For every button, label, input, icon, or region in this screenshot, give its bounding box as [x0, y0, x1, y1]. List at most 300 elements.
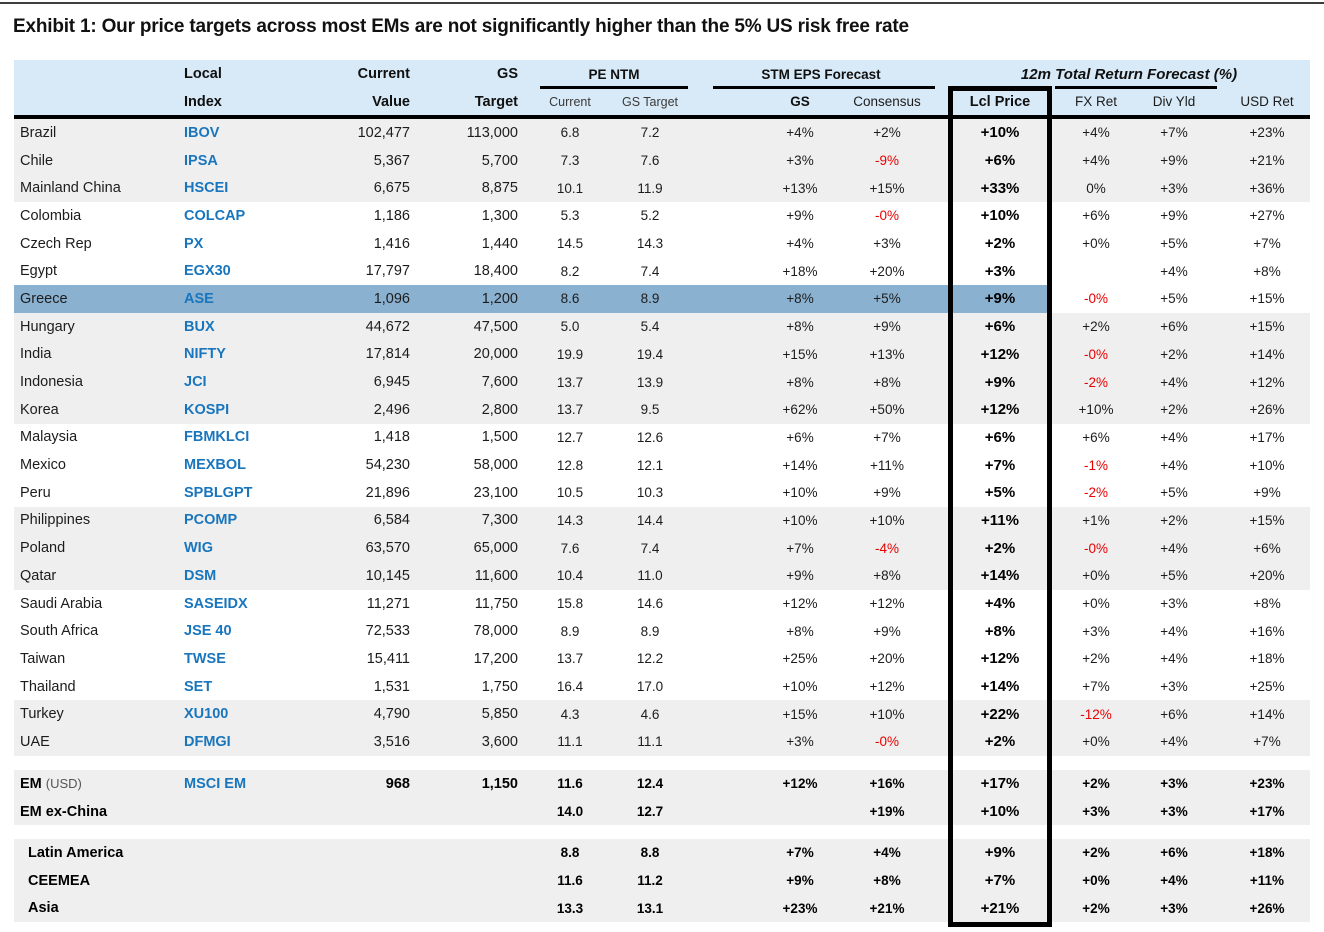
cell-eps-consensus: +20% — [869, 263, 905, 279]
cell-fx-ret: -2% — [1083, 374, 1108, 390]
cell-lcl-price: +2% — [984, 235, 1016, 253]
cell-eps-consensus: +9% — [873, 319, 901, 335]
cell-pe-current: 15.8 — [556, 596, 584, 612]
table-row — [14, 313, 1310, 341]
cell-pe-current: 8.6 — [534, 285, 606, 313]
cell-country: Qatar — [20, 567, 57, 584]
cell-lcl-price: +14% — [980, 567, 1020, 585]
cell-div-yld: +4% — [1160, 873, 1188, 889]
cell-div-yld: +6% — [1160, 319, 1188, 335]
cell-div-yld: +5% — [1160, 291, 1188, 307]
cell-fx-ret: -12% — [1080, 706, 1112, 722]
cell-index: ASE — [184, 285, 309, 313]
cell-eps-consensus: +15% — [869, 180, 905, 196]
cell-eps-gs: +10% — [782, 512, 818, 528]
cell-usd-ret: +12% — [1249, 374, 1285, 390]
cell-gs-target: 5,850 — [481, 706, 518, 723]
cell-div-yld: +2% — [1160, 402, 1188, 418]
cell-fx-ret: +2% — [1082, 845, 1110, 861]
cell-eps-consensus: +19% — [869, 804, 905, 820]
cell-gs-target: 1,150 — [481, 775, 518, 792]
col-group-12m-return: 12m Total Return Forecast (%) — [1020, 65, 1238, 83]
cell-index: JSE 40 — [184, 623, 232, 640]
cell-pe-current: 14.3 — [556, 512, 584, 528]
cell-current-value: 17,797 — [365, 263, 410, 280]
cell-country: CEEMEA — [28, 872, 91, 889]
cell-div-yld: +4% — [1160, 374, 1188, 390]
cell-lcl-price: +12% — [980, 650, 1020, 668]
cell-eps-consensus: +12% — [869, 596, 905, 612]
cell-eps-gs: +15% — [782, 706, 818, 722]
cell-country: EM (USD) — [20, 775, 82, 792]
cell-index — [184, 798, 309, 826]
table-row — [14, 479, 1310, 507]
cell-usd-ret: +15% — [1249, 291, 1285, 307]
cell-eps-gs: +12% — [782, 776, 818, 792]
col-fx-ret: FX Ret — [1074, 94, 1117, 109]
cell-gs-target: 18,400 — [473, 263, 518, 280]
cell-gs-target: 47,500 — [473, 318, 518, 335]
cell-usd-ret: +15% — [1249, 319, 1285, 335]
cell-current-value — [309, 867, 424, 895]
cell-eps-consensus: +11% — [870, 457, 904, 473]
cell-eps-consensus: +16% — [869, 776, 905, 792]
page-top-rule — [0, 2, 1324, 4]
col-group-current: Current — [357, 66, 410, 82]
cell-div-yld: +4% — [1160, 623, 1188, 639]
cell-pe-current: 12.8 — [556, 457, 584, 473]
cell-country: Indonesia — [20, 374, 83, 391]
table-row — [14, 285, 1310, 313]
cell-current-value: 63,570 — [365, 540, 410, 557]
cell-country: Philippines — [20, 512, 91, 529]
cell-pe-current: 5.0 — [560, 319, 580, 335]
table-row — [14, 590, 1310, 618]
cell-usd-ret: +15% — [1249, 512, 1285, 528]
cell-usd-ret: +16% — [1249, 623, 1285, 639]
cell-fx-ret: +3% — [1082, 804, 1110, 820]
cell-gs-target: 23,100 — [473, 484, 518, 501]
cell-usd-ret: +10% — [1249, 457, 1285, 473]
cell-current-value: 5,367 — [373, 152, 410, 169]
cell-pe-current: 13.3 — [556, 900, 584, 916]
cell-eps-consensus: +8% — [873, 374, 901, 390]
cell-eps-gs: +9% — [786, 873, 814, 889]
cell-eps-gs: +14% — [782, 457, 818, 473]
cell-country: Thailand — [20, 678, 76, 695]
cell-pe-gs-target: 14.4 — [636, 512, 664, 528]
cell-pe-gs-target: 12.6 — [636, 429, 664, 445]
cell-eps-consensus: -4% — [874, 540, 899, 556]
cell-lcl-price: +9% — [984, 844, 1016, 862]
table-row — [14, 507, 1310, 535]
cell-eps-gs: +6% — [786, 429, 814, 445]
cell-div-yld: +9% — [1160, 153, 1188, 169]
exhibit-title: Exhibit 1: Our price targets across most EMs are not significantly higher than the 5% US risk free rate — [13, 16, 909, 37]
cell-div-yld: +7% — [1160, 125, 1188, 141]
cell-eps-gs — [694, 798, 870, 826]
cell-usd-ret: +14% — [1249, 346, 1285, 362]
col-div-yld: Div Yld — [1152, 94, 1196, 109]
cell-gs-target: 1,500 — [481, 429, 518, 446]
cell-country: Malaysia — [20, 429, 78, 446]
cell-fx-ret: +6% — [1082, 429, 1110, 445]
cell-lcl-price: +6% — [984, 152, 1016, 170]
cell-pe-gs-target: 7.4 — [640, 263, 660, 279]
cell-eps-consensus: +9% — [873, 623, 901, 639]
cell-index: PCOMP — [184, 512, 238, 529]
cell-eps-consensus: +2% — [873, 125, 901, 141]
cell-gs-target — [424, 839, 534, 867]
cell-lcl-price: +17% — [980, 775, 1020, 793]
cell-lcl-price: +7% — [984, 456, 1016, 474]
cell-fx-ret: +2% — [1082, 651, 1110, 667]
cell-div-yld: +2% — [1160, 512, 1188, 528]
cell-country: Latin America — [28, 844, 124, 861]
cell-pe-gs-target: 4.6 — [640, 706, 660, 722]
cell-lcl-price: +7% — [984, 872, 1016, 890]
col-lcl-price: Lcl Price — [969, 93, 1031, 110]
table-row — [14, 617, 1310, 645]
cell-pe-current: 8.2 — [560, 263, 580, 279]
cell-current-value: 54,230 — [365, 457, 410, 474]
cell-lcl-price: +4% — [984, 595, 1016, 613]
table-row — [14, 728, 1310, 756]
cell-pe-gs-target: 10.3 — [636, 485, 664, 501]
cell-eps-gs: +7% — [786, 540, 814, 556]
cell-pe-current: 4.3 — [560, 706, 580, 722]
cell-usd-ret: +18% — [1249, 651, 1285, 667]
cell-index — [184, 867, 309, 895]
cell-eps-gs: +9% — [786, 208, 814, 224]
cell-div-yld: +3% — [1160, 596, 1188, 612]
header-group-row — [14, 60, 1310, 88]
cell-fx-ret: +2% — [1082, 319, 1110, 335]
cell-lcl-price: +11% — [981, 511, 1019, 529]
exhibit-table — [14, 60, 1310, 930]
cell-div-yld: +4% — [1160, 734, 1188, 750]
cell-current-value: 1,096 — [309, 285, 424, 313]
cell-fx-ret: +1% — [1082, 512, 1110, 528]
cell-lcl-price: +33% — [980, 179, 1020, 197]
cell-div-yld: +5% — [1160, 236, 1188, 252]
cell-eps-consensus: +5% — [870, 285, 948, 313]
table-row — [14, 202, 1310, 230]
cell-gs-target: 20,000 — [473, 346, 518, 363]
table-row — [14, 673, 1310, 701]
cell-fx-ret: -1% — [1083, 457, 1108, 473]
cell-index: PX — [184, 235, 204, 252]
cell-fx-ret: +6% — [1082, 208, 1110, 224]
col-index: Index — [184, 93, 222, 110]
col-group-local: Local — [184, 66, 222, 82]
cell-index: WIG — [184, 540, 213, 557]
cell-country: Poland — [20, 540, 66, 557]
cell-index: HSCEI — [184, 180, 229, 197]
cell-gs-target: 113,000 — [466, 124, 518, 141]
cell-index: BUX — [184, 318, 215, 335]
col-eps-gs: GS — [790, 94, 810, 109]
cell-index: TWSE — [184, 650, 226, 667]
cell-index: IPSA — [184, 152, 218, 169]
cell-current-value: 102,477 — [357, 124, 410, 141]
cell-country: Korea — [20, 401, 59, 418]
cell-eps-gs: +25% — [782, 651, 818, 667]
cell-fx-ret: -0% — [1083, 540, 1108, 556]
cell-index: XU100 — [184, 706, 229, 723]
table-row — [14, 894, 1310, 922]
header-spacer — [14, 60, 184, 88]
table-row — [14, 257, 1310, 285]
cell-index: DFMGI — [184, 733, 231, 750]
cell-country: Colombia — [20, 207, 82, 224]
cell-div-yld: +2% — [1160, 346, 1188, 362]
cell-usd-ret: +25% — [1249, 679, 1285, 695]
col-eps-consensus: Consensus — [853, 94, 921, 109]
cell-country: Chile — [20, 152, 54, 169]
cell-div-yld: +4% — [1160, 651, 1188, 667]
cell-fx-ret: +4% — [1082, 125, 1110, 141]
cell-lcl-price: +3% — [984, 262, 1016, 280]
cell-pe-current: 11.1 — [557, 734, 583, 750]
cell-eps-consensus: +50% — [869, 402, 905, 418]
cell-usd-ret: +21% — [1249, 153, 1285, 169]
cell-gs-target: 8,875 — [481, 180, 518, 197]
cell-pe-current: 7.3 — [560, 153, 580, 169]
cell-gs-target: 5,700 — [481, 152, 518, 169]
cell-eps-consensus: +20% — [869, 651, 905, 667]
cell-current-value: 10,145 — [365, 567, 410, 584]
cell-gs-target: 1,440 — [481, 235, 518, 252]
cell-pe-gs-target: 5.4 — [640, 319, 660, 335]
cell-country: Mainland China — [20, 180, 121, 197]
cell-pe-gs-target: 12.4 — [636, 776, 664, 792]
cell-pe-gs-target: 14.6 — [636, 596, 664, 612]
col-pe-gs-target: GS Target — [621, 94, 679, 109]
cell-div-yld: +3% — [1160, 804, 1188, 820]
stm-eps-underline — [713, 86, 935, 89]
cell-pe-gs-target: 8.9 — [640, 623, 660, 639]
cell-eps-gs: +3% — [786, 153, 814, 169]
cell-current-value — [309, 798, 424, 826]
cell-lcl-price: +5% — [984, 484, 1016, 502]
cell-current-value: 4,790 — [373, 706, 410, 723]
cell-lcl-price: +14% — [980, 678, 1020, 696]
table-row — [14, 147, 1310, 175]
cell-pe-current: 13.7 — [556, 374, 584, 390]
cell-lcl-price: +9% — [948, 285, 1052, 313]
cell-div-yld: +3% — [1160, 900, 1188, 916]
cell-current-value: 1,531 — [373, 678, 410, 695]
cell-country: Taiwan — [20, 650, 66, 667]
cell-eps-gs: +18% — [782, 263, 818, 279]
cell-country: Brazil — [20, 124, 57, 141]
table-row — [14, 396, 1310, 424]
cell-usd-ret: +7% — [1253, 236, 1281, 252]
cell-pe-gs-target: 13.1 — [636, 900, 664, 916]
cell-usd-ret: +6% — [1253, 540, 1281, 556]
cell-pe-current: 12.7 — [556, 429, 584, 445]
cell-lcl-price: +12% — [980, 345, 1020, 363]
cell-fx-ret: +0% — [1082, 596, 1110, 612]
cell-fx-ret: -0% — [1083, 291, 1108, 307]
cell-eps-consensus: +7% — [873, 429, 901, 445]
col-group-pe-ntm: PE NTM — [588, 66, 640, 82]
cell-gs-target: 11,750 — [474, 595, 518, 612]
cell-country: India — [20, 346, 52, 363]
cell-lcl-price: +10% — [980, 124, 1020, 142]
cell-eps-gs: +8% — [786, 623, 814, 639]
table-row — [14, 700, 1310, 728]
cell-eps-gs: +15% — [782, 346, 818, 362]
cell-index: NIFTY — [184, 346, 226, 363]
cell-fx-ret: +0% — [1082, 568, 1110, 584]
cell-eps-gs: +13% — [782, 180, 818, 196]
cell-index: EGX30 — [184, 263, 231, 280]
cell-fx-ret: 0% — [1086, 180, 1106, 196]
cell-eps-gs: +4% — [786, 125, 814, 141]
cell-usd-ret: +36% — [1249, 180, 1285, 196]
cell-eps-consensus: +4% — [873, 845, 901, 861]
cell-gs-target: 1,200 — [424, 285, 534, 313]
cell-pe-gs-target: 11.1 — [637, 734, 663, 750]
cell-gs-target: 1,750 — [481, 678, 518, 695]
table-row — [14, 839, 1310, 867]
table-row — [14, 174, 1310, 202]
cell-eps-consensus: +10% — [869, 512, 905, 528]
table-row — [14, 770, 1310, 798]
col-current-value: Value — [372, 93, 410, 110]
cell-index: SET — [184, 678, 213, 695]
cell-pe-gs-target: 8.8 — [640, 845, 660, 861]
cell-fx-ret: +2% — [1082, 900, 1110, 916]
cell-pe-current: 8.9 — [560, 623, 580, 639]
cell-country: EM ex-China — [20, 803, 108, 820]
cell-current-value — [309, 894, 424, 922]
cell-pe-current: 5.3 — [560, 208, 580, 224]
cell-current-value: 1,186 — [373, 207, 410, 224]
cell-pe-gs-target: 8.9 — [606, 285, 694, 313]
cell-gs-target: 1,300 — [481, 207, 518, 224]
cell-index: MEXBOL — [184, 457, 247, 474]
cell-pe-current: 11.6 — [557, 873, 583, 889]
cell-div-yld: +6% — [1160, 845, 1188, 861]
cell-eps-consensus: +3% — [873, 236, 901, 252]
cell-pe-current: 19.9 — [556, 346, 584, 362]
cell-fx-ret: +10% — [1078, 402, 1114, 418]
cell-current-value: 6,945 — [373, 374, 410, 391]
cell-div-yld: +5% — [1160, 485, 1188, 501]
cell-pe-gs-target: 7.4 — [640, 540, 660, 556]
12m-return-underline — [1055, 86, 1217, 89]
col-usd-ret: USD Ret — [1240, 94, 1294, 109]
cell-pe-gs-target: 12.2 — [636, 651, 664, 667]
table-row — [14, 119, 1310, 147]
cell-div-yld: +6% — [1160, 706, 1188, 722]
cell-eps-gs: +8% — [786, 374, 814, 390]
cell-gs-target: 3,600 — [481, 733, 518, 750]
cell-pe-gs-target: 19.4 — [636, 346, 664, 362]
header-sub-row — [14, 88, 1310, 115]
cell-usd-ret: +11% — [1249, 873, 1285, 889]
cell-fx-ret — [1052, 257, 1140, 285]
cell-index: MSCI EM — [184, 775, 247, 792]
cell-index — [184, 894, 309, 922]
cell-eps-consensus: +9% — [873, 485, 901, 501]
cell-current-value: 6,584 — [373, 512, 410, 529]
table-row — [14, 368, 1310, 396]
table-row — [14, 645, 1310, 673]
country-rows — [14, 119, 1310, 756]
cell-eps-consensus: -9% — [874, 153, 899, 169]
pe-ntm-underline — [540, 86, 688, 89]
cell-eps-consensus: +8% — [873, 568, 901, 584]
cell-pe-current: 13.7 — [556, 402, 584, 418]
cell-current-value: 6,675 — [373, 180, 410, 197]
cell-index: SASEIDX — [184, 595, 248, 612]
cell-current-value: 968 — [385, 775, 410, 792]
cell-div-yld: +3% — [1160, 679, 1188, 695]
cell-gs-target — [424, 798, 534, 826]
cell-lcl-price: +6% — [984, 428, 1016, 446]
cell-usd-ret: +26% — [1249, 402, 1285, 418]
cell-gs-target: 17,200 — [473, 650, 518, 667]
cell-eps-consensus: +12% — [869, 679, 905, 695]
cell-usd-ret: +26% — [1249, 900, 1285, 916]
col-group-gs: GS — [497, 66, 518, 82]
cell-pe-current: 14.5 — [556, 236, 584, 252]
cell-country: Saudi Arabia — [20, 595, 103, 612]
cell-fx-ret: +0% — [1082, 873, 1110, 889]
cell-eps-gs: +62% — [782, 402, 818, 418]
cell-index: COLCAP — [184, 207, 246, 224]
cell-eps-gs: +10% — [782, 679, 818, 695]
cell-pe-gs-target: 5.2 — [640, 208, 660, 224]
cell-eps-consensus: +13% — [869, 346, 905, 362]
em-summary-rows — [14, 770, 1310, 825]
table-row — [14, 451, 1310, 479]
cell-usd-ret: +17% — [1249, 804, 1285, 820]
cell-pe-gs-target: 7.6 — [640, 153, 660, 169]
cell-fx-ret: +0% — [1082, 734, 1110, 750]
cell-current-value: 15,411 — [366, 650, 410, 667]
cell-pe-current: 16.4 — [556, 679, 584, 695]
cell-current-value: 2,496 — [373, 401, 410, 418]
table-row — [14, 867, 1310, 895]
table-row — [14, 534, 1310, 562]
cell-fx-ret: +2% — [1082, 776, 1110, 792]
cell-eps-gs: +10% — [782, 485, 818, 501]
cell-gs-target: 11,600 — [474, 567, 518, 584]
cell-usd-ret: +23% — [1249, 125, 1285, 141]
cell-pe-current: 11.6 — [557, 776, 583, 792]
cell-fx-ret: -2% — [1083, 485, 1108, 501]
cell-pe-gs-target: 7.2 — [640, 125, 660, 141]
cell-usd-ret: +17% — [1249, 429, 1285, 445]
cell-pe-current: 6.8 — [560, 125, 580, 141]
cell-index: JCI — [184, 374, 207, 391]
cell-country: Turkey — [20, 706, 64, 723]
cell-current-value: 3,516 — [373, 733, 410, 750]
cell-gs-target — [424, 894, 534, 922]
cell-pe-gs-target: 11.2 — [637, 873, 663, 889]
cell-eps-consensus: +8% — [873, 873, 901, 889]
col-gs-target: Target — [474, 93, 518, 110]
cell-usd-ret: +7% — [1253, 734, 1281, 750]
col-group-stm-eps: STM EPS Forecast — [761, 66, 881, 82]
cell-current-value: 72,533 — [365, 623, 410, 640]
cell-index — [184, 839, 309, 867]
